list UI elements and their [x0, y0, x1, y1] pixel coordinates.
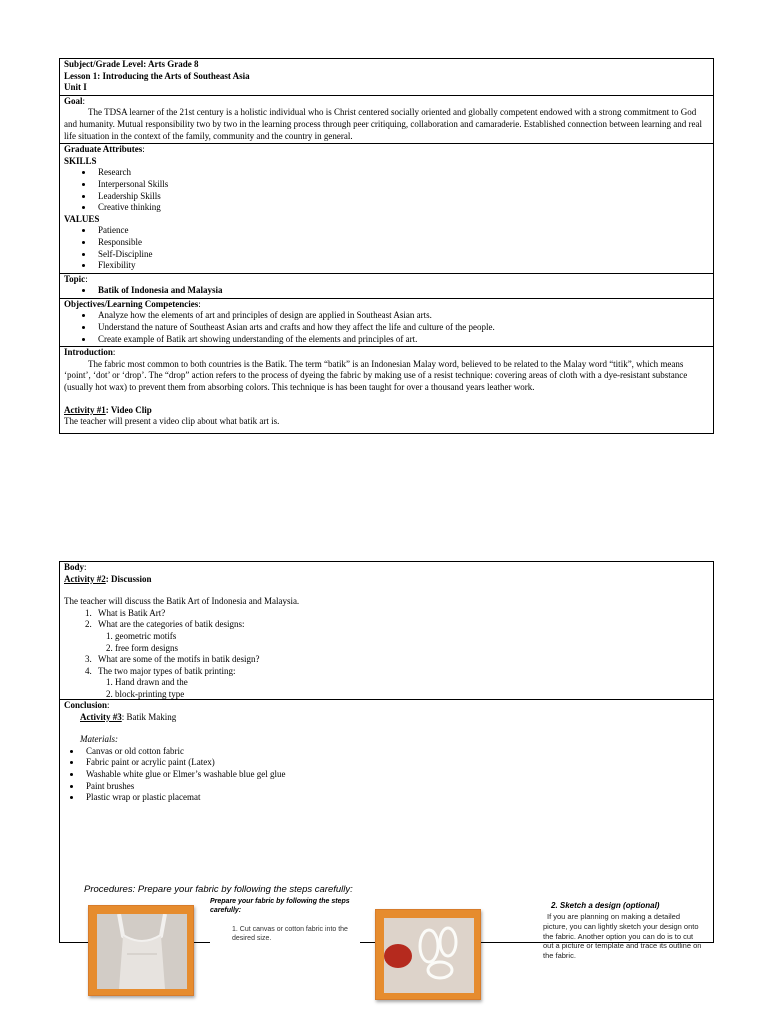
header-section [60, 59, 713, 95]
body-heading: Body: [64, 562, 87, 572]
step1-text: 1. Cut canvas or cotton fabric into the desired size. [232, 926, 348, 942]
conclusion-label: Conclusion [64, 700, 108, 710]
lesson-value: : Introducing the Arts of Southeast Asia [97, 70, 250, 81]
list-item: 2. What are the categories of batik designs: [94, 619, 709, 631]
activity3-heading [64, 712, 709, 724]
introduction-heading: Introduction: [64, 347, 116, 358]
activity1-text: The teacher will present a video clip about what batik art is. [64, 416, 280, 427]
objectives-heading: Objectives/Learning Competencies: [64, 298, 201, 309]
step1-block [210, 898, 360, 943]
list-item: • Paint brushes [82, 781, 709, 793]
glue-sketch-image [384, 918, 474, 993]
list-item: • Interpersonal Skills [94, 179, 709, 191]
activity2-title: : Discussion [105, 573, 152, 584]
list-item: • Create example of Batik art showing understanding of the elements and principles of art. [94, 334, 709, 346]
conclusion-section [60, 699, 713, 805]
list-item: • Batik of Indonesia and Malaysia [94, 285, 709, 297]
discussion-list-cont [64, 654, 709, 677]
sub-item: 1. geometric motifs [106, 630, 177, 641]
goal-label: Goal [64, 95, 83, 106]
list-item: • Leadership Skills [94, 191, 709, 203]
step2-title-line [551, 901, 703, 911]
attributes-heading: Graduate Attributes: [64, 144, 145, 155]
list-item: 1. What is Batik Art? [94, 608, 709, 620]
list-item: • Creative thinking [94, 202, 709, 214]
list-item: • Flexibility [94, 260, 709, 272]
goal-section [60, 95, 713, 143]
lesson-line [64, 71, 709, 83]
activity1-label: Activity #1 [64, 404, 106, 415]
attributes-section [60, 143, 713, 273]
list-item: • Self-Discipline [94, 249, 709, 261]
activity2-heading [64, 574, 709, 586]
body-label: Body [64, 562, 85, 572]
materials-list [64, 746, 709, 804]
list-item: • Washable white glue or Elmer’s washable blue gel glue [82, 769, 709, 781]
fabric-photo [88, 905, 194, 996]
lesson-label: Lesson 1 [64, 70, 98, 81]
values-list [64, 225, 709, 271]
values-heading: VALUES [64, 213, 100, 224]
topic-heading: Topic: [64, 273, 88, 284]
list-item: • Analyze how the elements of art and principles of design are applied in Southeast Asian arts. [94, 310, 709, 322]
activity3-label: Activity #3 [80, 711, 122, 722]
subject-label: Subject/Grade Level: [64, 59, 147, 69]
step2-text: If you are planning on making a detailed picture, you can lightly sketch your design onto the fabric. Another option you can do is to cut out a picture or template and trace its outline on the fabric. [543, 912, 702, 961]
topic-section [60, 273, 713, 298]
list-item: • Responsible [94, 237, 709, 249]
goal-heading: Goal: [64, 95, 86, 106]
attributes-label: Graduate Attributes [64, 144, 143, 155]
step2-block [537, 901, 703, 961]
lesson-plan-table-page1 [59, 58, 714, 434]
goal-text: The TDSA learner of the 21st century is a holistic individual who is Christ centered socially oriented and globally competent endowed with a strong commitment to God and humanity. Mutual responsibility two by two in the learning process through peer critiquing, collaboration and camaraderie. Established connection between learning and real life situation in the context of the family, community and the country in general. [64, 107, 702, 141]
subject-value: Arts Grade 8 [148, 59, 199, 69]
body-section [60, 562, 713, 699]
sub-item: 2. block-printing type [106, 688, 185, 699]
sub-item: 2. free form designs [106, 642, 178, 653]
topic-label: Topic [64, 273, 86, 284]
sub-item: 1. Hand drawn and the [106, 677, 188, 688]
step2-title: 2. Sketch a design (optional) [551, 901, 660, 910]
list-item: 4. The two major types of batik printing: [94, 666, 709, 678]
objectives-section [60, 298, 713, 346]
objectives-label: Objectives/Learning Competencies [64, 298, 199, 309]
activity2-label: Activity #2 [64, 573, 106, 584]
step1-heading: Prepare your fabric by following the steps carefully: [210, 898, 350, 914]
list-item: 3. What are some of the motifs in batik design? [94, 654, 709, 666]
sketch-photo [375, 909, 481, 1000]
subject-line [64, 59, 709, 71]
list-item: • Plastic wrap or plastic placemat [82, 792, 709, 804]
unit-line: Unit I [64, 82, 87, 93]
topic-list [64, 285, 709, 297]
list-item: • Understand the nature of Southeast Asian arts and crafts and how they affect the life and culture of the people. [94, 322, 709, 334]
introduction-label: Introduction [64, 347, 113, 358]
list-item: • Canvas or old cotton fabric [82, 746, 709, 758]
list-item: • Research [94, 167, 709, 179]
tank-top-image [97, 914, 187, 989]
discussion-intro: The teacher will discuss the Batik Art of Indonesia and Malaysia. [64, 596, 300, 607]
introduction-section [60, 346, 713, 429]
introduction-text: The fabric most common to both countries is the Batik. The term “batik” is an Indonesian Malay word, believed to be related to the Malay word “titik”, which means ‘point’, ‘dot’ or ‘drop’. The “drop” action refers to the process of dyeing the fabric by making use of a resist technique: covering areas of cloth with a dye-resistant substance (usually hot wax) to prevent them from absorbing colors. This technique is has been taught for over a thousand years leather work. [64, 358, 688, 393]
materials-label: Materials: [80, 734, 118, 745]
discussion-list [64, 608, 709, 631]
skills-list [64, 167, 709, 213]
objectives-list [64, 310, 709, 345]
list-item: • Fabric paint or acrylic paint (Latex) [82, 757, 709, 769]
skills-heading: SKILLS [64, 155, 97, 166]
list-item: • Patience [94, 225, 709, 237]
activity3-title: : Batik Making [121, 711, 177, 722]
conclusion-heading: Conclusion: [64, 700, 110, 710]
procedures-heading: Procedures: Prepare your fabric by following the steps carefully: [84, 884, 353, 895]
activity1-title: : Video Clip [105, 404, 152, 415]
activity1-heading [64, 405, 709, 417]
